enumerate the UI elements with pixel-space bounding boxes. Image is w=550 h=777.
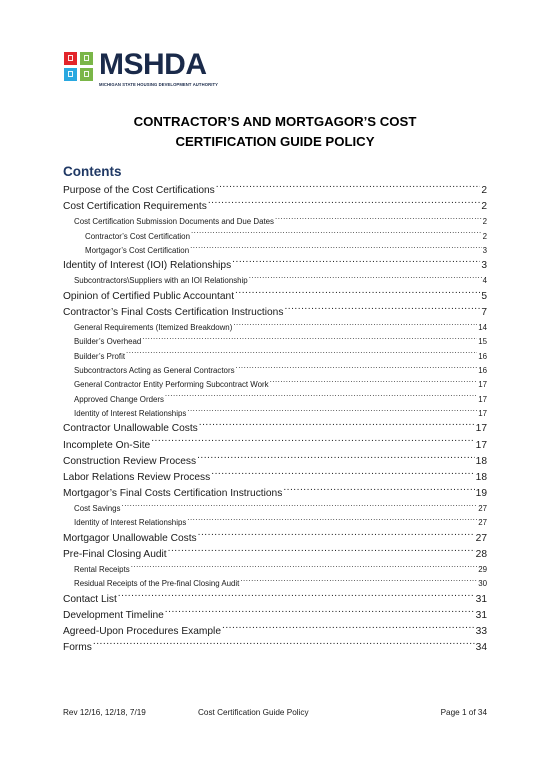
- toc-dot-leader: [235, 289, 480, 299]
- toc-entry-page: 17: [478, 408, 487, 418]
- toc-entry-title: Opinion of Certified Public Accountant: [63, 290, 235, 302]
- toc-dot-leader: [131, 564, 478, 572]
- toc-dot-leader: [233, 322, 477, 330]
- toc-entry[interactable]: [63, 624, 487, 640]
- toc-entry-title: Builder’s Overhead: [74, 337, 142, 347]
- toc-entry[interactable]: [63, 393, 487, 407]
- toc-entry[interactable]: [63, 563, 487, 577]
- toc-entry[interactable]: [63, 577, 487, 591]
- toc-entry-page: 17: [475, 439, 487, 451]
- toc-entry[interactable]: [63, 486, 487, 502]
- toc-dot-leader: [283, 486, 474, 496]
- logo-tile-red: [64, 52, 77, 65]
- toc-entry[interactable]: [63, 335, 487, 349]
- toc-entry-title: Contractor’s Final Costs Certification Instructions: [63, 307, 284, 319]
- logo-wordmark: MSHDA: [99, 48, 207, 81]
- toc-dot-leader: [118, 592, 475, 602]
- toc-entry-page: 27: [475, 532, 487, 544]
- toc-entry[interactable]: [63, 516, 487, 530]
- footer-revision: Rev 12/16, 12/18, 7/19: [63, 708, 146, 717]
- toc-entry-title: Agreed-Upon Procedures Example: [63, 626, 221, 638]
- toc-entry-title: Construction Review Process: [63, 455, 197, 467]
- toc-dot-leader: [222, 624, 475, 634]
- toc-entry-page: 7: [481, 307, 487, 319]
- toc-dot-leader: [187, 408, 477, 416]
- toc-entry[interactable]: [63, 258, 487, 274]
- toc-dot-leader: [187, 518, 477, 526]
- toc-entry-page: 2: [482, 217, 487, 227]
- toc-entry[interactable]: [63, 437, 487, 453]
- document-title-line-2: CERTIFICATION GUIDE POLICY: [175, 134, 375, 149]
- mshda-logo: [64, 50, 218, 94]
- toc-entry-title: Mortgagor Unallowable Costs: [63, 532, 197, 544]
- toc-dot-leader: [165, 608, 475, 618]
- toc-dot-leader: [191, 231, 482, 239]
- toc-entry-title: Pre-Final Closing Audit: [63, 549, 167, 561]
- toc-dot-leader: [190, 245, 482, 253]
- toc-entry-title: General Requirements (Itemized Breakdown): [74, 323, 233, 333]
- toc-dot-leader: [126, 351, 477, 359]
- toc-entry-title: Builder’s Profit: [74, 351, 126, 361]
- toc-dot-leader: [216, 183, 481, 193]
- toc-entry-title: Forms: [63, 642, 92, 654]
- toc-entry[interactable]: [63, 421, 487, 437]
- toc-entry-title: Identity of Interest Relationships: [74, 518, 187, 528]
- toc-entry[interactable]: [63, 378, 487, 392]
- toc-dot-leader: [142, 337, 477, 345]
- toc-entry-page: 2: [482, 231, 487, 241]
- toc-dot-leader: [151, 437, 474, 447]
- toc-entry[interactable]: [63, 364, 487, 378]
- toc-entry[interactable]: [63, 244, 487, 258]
- toc-entry-title: Identity of Interest Relationships: [74, 408, 187, 418]
- toc-entry-page: 5: [481, 290, 487, 302]
- toc-dot-leader: [93, 640, 475, 650]
- toc-entry[interactable]: [63, 183, 487, 199]
- toc-entry[interactable]: [63, 230, 487, 244]
- toc-entry-title: Subcontractors\Suppliers with an IOI Relationship: [74, 276, 248, 286]
- toc-entry-title: Residual Receipts of the Pre-final Closing Audit: [74, 579, 240, 589]
- toc-entry-page: 16: [478, 366, 487, 376]
- toc-entry-page: 31: [475, 593, 487, 605]
- toc-entry-page: 2: [481, 201, 487, 213]
- toc-dot-leader: [275, 216, 482, 224]
- toc-entry[interactable]: [63, 215, 487, 229]
- toc-entry[interactable]: [63, 454, 487, 470]
- toc-entry-page: 3: [481, 260, 487, 272]
- toc-entry-page: 31: [475, 610, 487, 622]
- logo-tile-green-bottom: [80, 68, 93, 81]
- toc-entry-title: Mortgagor’s Final Costs Certification Instructions: [63, 488, 283, 500]
- toc-entry[interactable]: [63, 502, 487, 516]
- toc-entry[interactable]: [63, 470, 487, 486]
- footer-page-number: Page 1 of 34: [440, 708, 487, 717]
- toc-entry[interactable]: [63, 289, 487, 305]
- logo-tile-green-top: [80, 52, 93, 65]
- toc-entry-page: 28: [475, 549, 487, 561]
- footer-document-title: Cost Certification Guide Policy: [198, 708, 309, 717]
- toc-entry-title: Approved Change Orders: [74, 394, 164, 404]
- toc-dot-leader: [232, 258, 480, 268]
- toc-entry-title: Purpose of the Cost Certifications: [63, 185, 215, 197]
- toc-entry[interactable]: [63, 531, 487, 547]
- toc-dot-leader: [122, 503, 478, 511]
- toc-entry[interactable]: [63, 640, 487, 656]
- toc-dot-leader: [240, 579, 477, 587]
- toc-entry-page: 4: [482, 276, 487, 286]
- toc-entry[interactable]: [63, 274, 487, 288]
- toc-entry-page: 18: [475, 471, 487, 483]
- toc-entry-page: 27: [478, 504, 487, 514]
- toc-entry-title: Contractor’s Cost Certification: [85, 231, 190, 241]
- toc-entry-page: 30: [478, 579, 487, 589]
- toc-dot-leader: [211, 470, 474, 480]
- toc-entry-page: 14: [478, 323, 487, 333]
- toc-entry[interactable]: [63, 305, 487, 321]
- toc-entry-page: 17: [478, 394, 487, 404]
- toc-dot-leader: [208, 199, 481, 209]
- logo-subtitle: MICHIGAN STATE HOUSING DEVELOPMENT AUTHORITY: [99, 82, 219, 87]
- toc-entry-page: 15: [478, 337, 487, 347]
- toc-entry-page: 18: [475, 455, 487, 467]
- toc-entry-page: 33: [475, 626, 487, 638]
- toc-entry-title: Cost Certification Requirements: [63, 201, 207, 213]
- toc-entry[interactable]: [63, 407, 487, 421]
- toc-entry[interactable]: [63, 608, 487, 624]
- toc-entry[interactable]: [63, 592, 487, 608]
- toc-entry-page: 2: [481, 185, 487, 197]
- logo-tile-blue: [64, 68, 77, 81]
- toc-entry-title: Rental Receipts: [74, 565, 130, 575]
- toc-entry-title: Incomplete On-Site: [63, 439, 151, 451]
- toc-entry-title: Contact List: [63, 593, 117, 605]
- toc-entry-title: Identity of Interest (IOI) Relationships: [63, 260, 232, 272]
- toc-dot-leader: [270, 379, 478, 387]
- toc-entry[interactable]: [63, 321, 487, 335]
- toc-entry-page: 17: [475, 423, 487, 435]
- toc-dot-leader: [165, 394, 477, 402]
- toc-entry-page: 3: [482, 245, 487, 255]
- toc-entry-page: 27: [478, 518, 487, 528]
- toc-entry-title: Contractor Unallowable Costs: [63, 423, 198, 435]
- toc-dot-leader: [199, 421, 475, 431]
- toc-entry-title: Subcontractors Acting as General Contractors: [74, 366, 235, 376]
- toc-entry-title: Mortgagor’s Cost Certification: [85, 245, 190, 255]
- toc-dot-leader: [249, 276, 482, 284]
- toc-dot-leader: [198, 531, 475, 541]
- toc-entry-page: 16: [478, 351, 487, 361]
- toc-entry-page: 34: [475, 642, 487, 654]
- toc-entry-title: Labor Relations Review Process: [63, 471, 211, 483]
- toc-entry-page: 19: [475, 488, 487, 500]
- toc-entry-page: 17: [478, 380, 487, 390]
- toc-dot-leader: [284, 305, 480, 315]
- logo-tiles: [64, 52, 93, 81]
- toc-dot-leader: [168, 547, 475, 557]
- toc-entry-title: Cost Savings: [74, 504, 121, 514]
- toc-entry[interactable]: [63, 350, 487, 364]
- toc-dot-leader: [197, 454, 475, 464]
- contents-heading: Contents: [63, 164, 122, 179]
- document-title-line-1: CONTRACTOR’S AND MORTGAGOR’S COST: [133, 114, 417, 129]
- document-title: [0, 112, 550, 152]
- toc-entry-title: Cost Certification Submission Documents and Due Dates: [74, 217, 274, 227]
- table-of-contents: [63, 183, 487, 656]
- toc-entry[interactable]: [63, 547, 487, 563]
- toc-entry[interactable]: [63, 199, 487, 215]
- toc-entry-title: General Contractor Entity Performing Subcontract Work: [74, 380, 269, 390]
- toc-entry-title: Development Timeline: [63, 610, 164, 622]
- toc-entry-page: 29: [478, 565, 487, 575]
- toc-dot-leader: [236, 365, 478, 373]
